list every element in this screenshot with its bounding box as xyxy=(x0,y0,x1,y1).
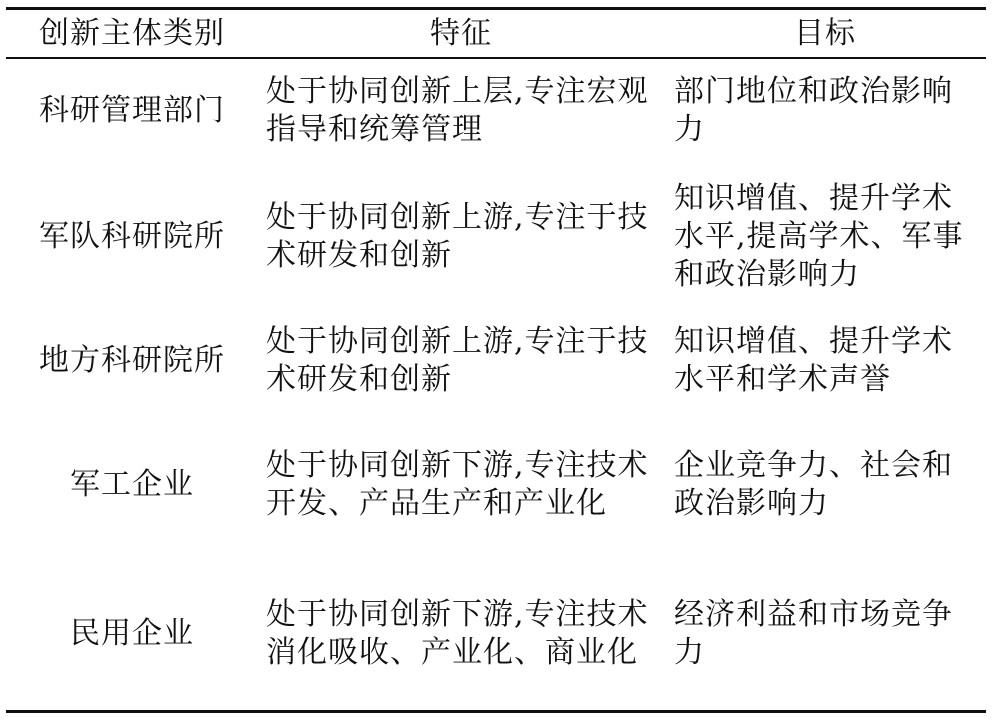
header-feature-label: 特征 xyxy=(430,15,492,51)
row-feature xyxy=(258,559,670,709)
row-goal-text: 部门地位和政治影响力 xyxy=(674,74,953,147)
table-bottom-rule xyxy=(6,710,986,713)
row-goal xyxy=(670,411,986,559)
row-goal-text: 知识增值、提升学术水平,提高学术、军事和政治影响力 xyxy=(674,181,964,292)
row-category xyxy=(6,411,258,559)
row-category-text: 军队科研院所 xyxy=(39,219,225,254)
row-category xyxy=(6,311,258,411)
row-goal-text: 知识增值、提升学术水平和学术声誉 xyxy=(674,324,953,397)
row-goal xyxy=(670,59,986,163)
row-goal xyxy=(670,559,986,709)
row-feature xyxy=(258,163,670,311)
header-goal xyxy=(670,10,986,57)
row-goal xyxy=(670,163,986,311)
table-header-row xyxy=(6,10,986,57)
row-goal xyxy=(670,311,986,411)
table-row xyxy=(6,311,986,411)
row-feature-text: 处于协同创新下游,专注技术开发、产品生产和产业化 xyxy=(266,448,649,521)
table-row xyxy=(6,411,986,559)
row-feature-text: 处于协同创新上层,专注宏观指导和统筹管理 xyxy=(266,74,649,147)
row-category xyxy=(6,59,258,163)
row-feature xyxy=(258,59,670,163)
row-category-text: 地方科研院所 xyxy=(39,343,225,378)
row-category xyxy=(6,559,258,709)
row-feature-text: 处于协同创新下游,专注技术消化吸收、产业化、商业化 xyxy=(266,597,649,670)
table-row xyxy=(6,59,986,163)
row-category-text: 军工企业 xyxy=(70,467,194,502)
row-feature-text: 处于协同创新上游,专注于技术研发和创新 xyxy=(266,200,649,273)
header-goal-label: 目标 xyxy=(794,15,856,51)
row-goal-text: 企业竞争力、社会和政治影响力 xyxy=(674,448,953,521)
table-row xyxy=(6,559,986,709)
row-category xyxy=(6,163,258,311)
row-goal-text: 经济利益和市场竞争力 xyxy=(674,597,953,670)
row-category-text: 民用企业 xyxy=(70,616,194,651)
row-category-text: 科研管理部门 xyxy=(39,93,225,128)
row-feature xyxy=(258,311,670,411)
header-category xyxy=(6,10,258,57)
header-feature xyxy=(258,10,670,57)
row-feature-text: 处于协同创新上游,专注于技术研发和创新 xyxy=(266,324,649,397)
header-category-label: 创新主体类别 xyxy=(39,15,225,51)
row-feature xyxy=(258,411,670,559)
table-row xyxy=(6,163,986,311)
